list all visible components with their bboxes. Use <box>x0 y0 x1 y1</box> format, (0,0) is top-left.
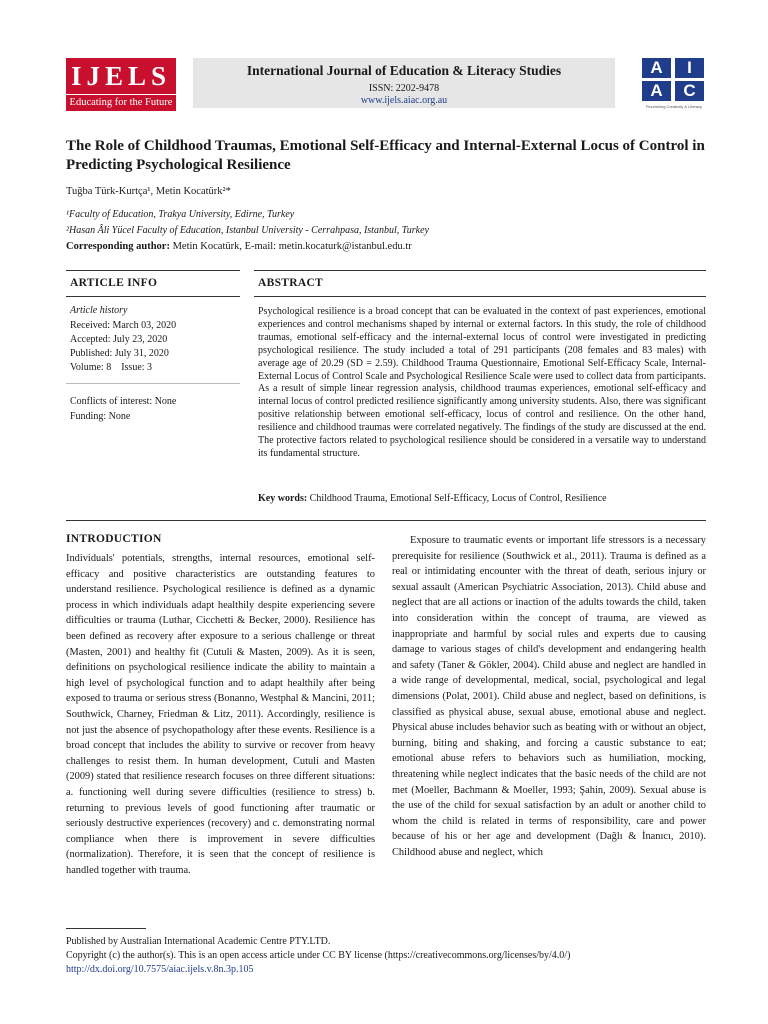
journal-website-link[interactable]: www.ijels.aiac.org.au <box>360 95 448 106</box>
published-date: Published: July 31, 2020 <box>70 348 169 359</box>
section-divider <box>66 520 706 521</box>
corresponding-details: Metin Kocatürk, E-mail: metin.kocaturk@istanbul.edu.tr <box>169 241 412 252</box>
abstract-text: Psychological resilience is a broad concept that can be evaluated in the context of past experiences, emotional experiences and control mechanisms shaped by internal or external factors. In this study, the role of childhood traumas, emotional self-efficacy and the internal-external locus of control were investigated in predicting psychological resilience. The study included a total of 291 participants (208 females and 83 males) with average age of 20.29 (SD = 2.59). Childhood Trauma Questionnaire, Emotional Self-Efficacy Scale, Internal-External Locus of Control Scale and Psychological Resilience Scale were used to collect data from participants. As a result of simple linear regression analysis, childhood traumas experiences, emotional self-efficacy and internal locus of control predicted resilience significantly among university students. Also, there was significant positive relationship between emotional self-efficacy, locus of control and resilience. On the other hand, resilience and childhood traumas were correlated negatively. The findings of the study are discussed at the end. The protective factors related to psychological resilience should be considered in a versatile way to understand its fundamental structure. <box>258 306 706 459</box>
keywords-label: Key words: <box>258 493 308 504</box>
article-info-divider <box>66 383 240 384</box>
corresponding-label: Corresponding author: <box>66 241 170 252</box>
aiac-logo <box>642 58 706 112</box>
aiac-logo-letter: A <box>642 81 671 101</box>
journal-header <box>193 58 615 108</box>
affiliation-1: ¹Faculty of Education, Trakya University, Edirne, Turkey <box>66 209 295 220</box>
article-history-label: Article history <box>70 305 128 316</box>
received-date: Received: March 03, 2020 <box>70 320 177 331</box>
keywords <box>258 493 706 504</box>
accepted-date: Accepted: July 23, 2020 <box>70 334 168 345</box>
introduction-right-column: Exposure to traumatic events or important life stressors is a necessary prerequisite for resilience (Southwick et al., 2011). Trauma is defined as a real or intimidating encounter with the threat of death, serious injury or sexual assault (American Psychiatric Association, 2013). Child abuse and neglect that are all actions or inaction of the adults towards the child, taken into consideration within the concept of trauma, are viewed as inappropriate and harmful by social rules and experts due to causing damage to various stages of child's development and endangering health and safety (Taner & Gökler, 2004). Child abuse and neglect are handled in a wide range of developmental, medical, social, psychological and legal dimensions (Polat, 2001). Child abuse and neglect, based on definitions, is classified as physical abuse, sexual abuse, emotional abuse and neglect. Physical abuse includes behavior such as beating with or without an object, burning, biting and shaking, and forcing a caustic substance to eat; emotional abuse refers to behaviors such as humiliation, mocking, threatening while neglect indicates that the basic needs of the child are not met (Moeller, Bachmann & Moeller, 1993; Şahin, 2009). Sexual abuse is the use of the child for sexual satisfaction by an adult or another child to whom the child is related in terms of responsibility, care and power because of his or her age and development (Dağlı & İnanıcı, 2010). Childhood abuse and neglect, which <box>392 535 706 858</box>
copyright-note: Copyright (c) the author(s). This is an open access article under CC BY license (https://creativecommons.org/licenses/by/4.0/) <box>66 950 571 961</box>
ijels-logo-tagline: Educating for the Future <box>66 94 176 111</box>
affiliation-2: ²Hasan Âli Yücel Faculty of Education, Istanbul University - Cerrahpasa, Istanbul, Turkey <box>66 225 429 236</box>
aiac-logo-tagline: Flourishing Creativity & Literacy <box>645 104 703 109</box>
corresponding-author <box>66 241 412 252</box>
doi-link[interactable]: http://dx.doi.org/10.7575/aiac.ijels.v.8n.3p.105 <box>66 964 254 975</box>
introduction-heading: INTRODUCTION <box>66 533 162 545</box>
footnote-rule <box>66 928 146 929</box>
aiac-logo-letter: A <box>642 58 671 78</box>
abstract-bottom-rule <box>254 296 706 297</box>
conflicts-of-interest: Conflicts of interest: None <box>70 396 177 407</box>
volume-issue: Volume: 8 Issue: 3 <box>70 362 153 373</box>
introduction-left-column: Individuals' potentials, strengths, internal resources, emotional self-efficacy and positive characteristics are outstanding features to understand resilience. Psychological resilience is defined as a dynamic process in which individuals adapt healthily despite experiencing severe difficulties or trauma (Luthar, Cicchetti & Becker, 2000). Resilience has been defined as recovery after exposure to a serious challenge or threat (Masten, 2001) and healthy fit (Cutuli & Masten, 2009). As it is seen, definitions on psychological resilience indicate the ability to maintain a high level of psychological function and to adapt healthily after being exposed to trauma or serious stress (Bonanno, Westphal & Mancini, 2011; Southwick, Charney, Friedman & Litz, 2011). Accordingly, resilience is not just the absence of psychopathology after these events. Resilience is a broad concept that includes the ability to survive or recover from heavy challenges to resist them. In human development, Cutuli and Masten (2009) stated that resilience research focuses on three different situations: a. functioning well during severe difficulties (resilience to stress) b. returning to previous levels of good functioning after traumatic or seriously destructive experiences (recovery) and c. demonstrating normal compliance when there is improvement in severe difficulties (normalization). Therefore, it is seen that the concept of resilience is handled together with trauma. <box>66 553 375 876</box>
ijels-logo <box>66 58 176 110</box>
paper-authors: Tuğba Türk-Kurtça¹, Metin Kocatürk²* <box>66 186 231 197</box>
funding: Funding: None <box>70 411 131 422</box>
publisher-note: Published by Australian International Academic Centre PTY.LTD. <box>66 936 331 947</box>
article-info-heading: ARTICLE INFO <box>70 277 158 289</box>
keywords-list: Childhood Trauma, Emotional Self-Efficacy, Locus of Control, Resilience <box>307 493 607 504</box>
abstract-heading: ABSTRACT <box>258 277 324 289</box>
abstract-top-rule <box>254 270 706 271</box>
aiac-logo-letter: I <box>675 58 704 78</box>
article-info-top-rule <box>66 270 240 271</box>
article-info-bottom-rule <box>66 296 240 297</box>
paper-title: The Role of Childhood Traumas, Emotional Self-Efficacy and Internal-External Locus of Control in Predicting Psychological Resilience <box>66 138 705 173</box>
journal-issn: ISSN: 2202-9478 <box>368 83 440 94</box>
ijels-logo-text: IJELS <box>66 58 176 94</box>
aiac-logo-letter: C <box>675 81 704 101</box>
journal-title: International Journal of Education & Literacy Studies <box>246 63 562 78</box>
